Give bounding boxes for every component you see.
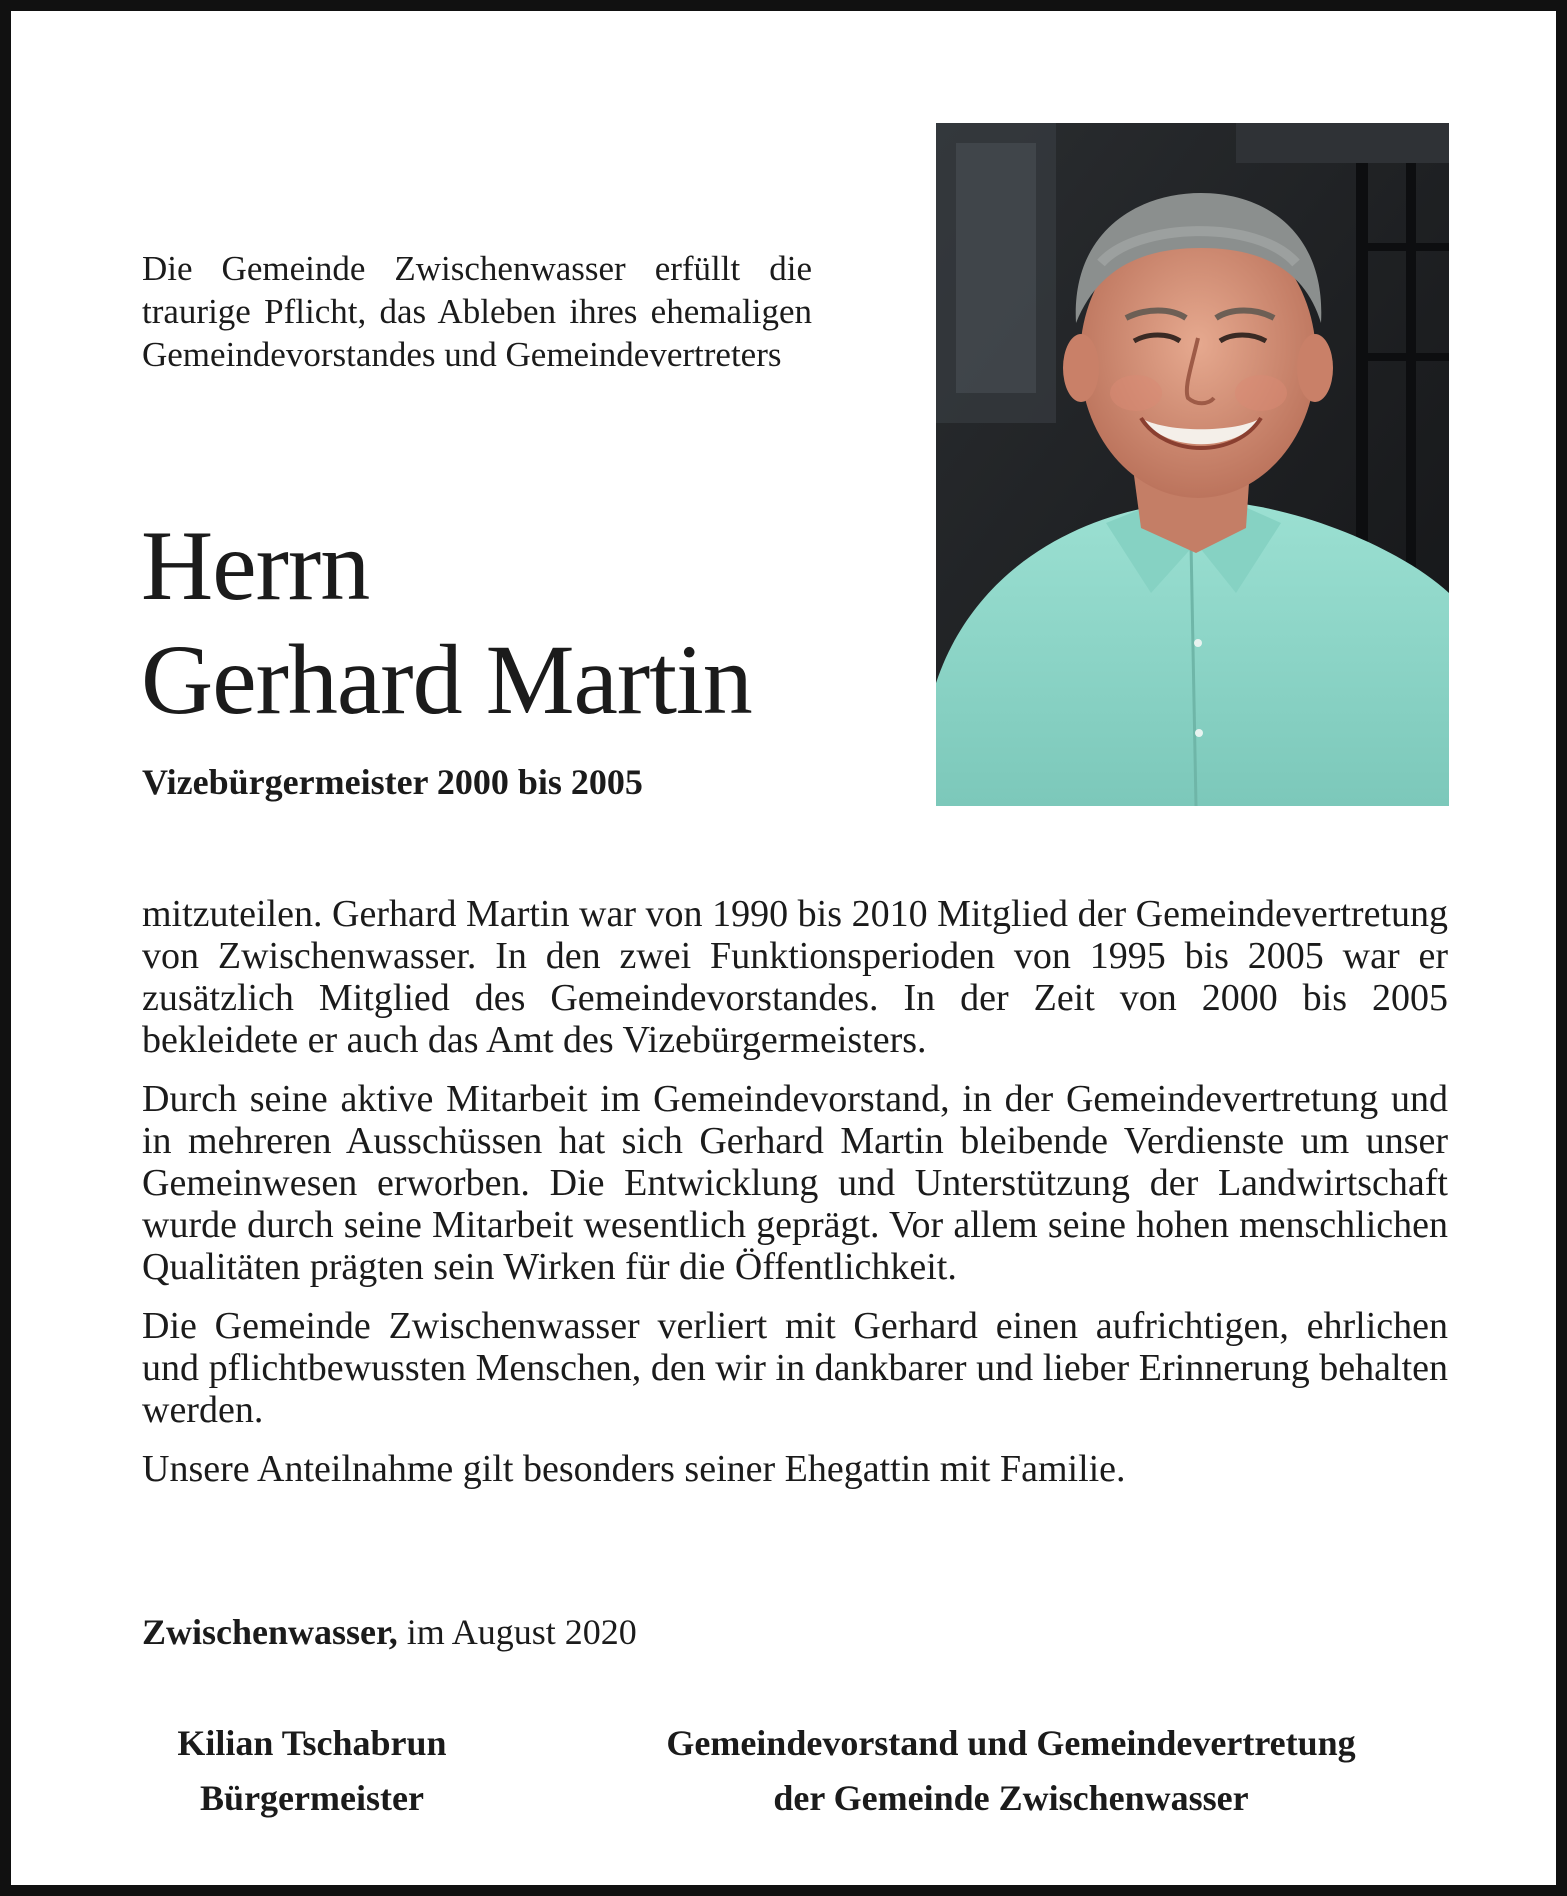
body-paragraph: Unsere Anteilnahme gilt besonders seiner Ehegattin mit Familie. [142,1448,1126,1490]
council-line-1: Gemeindevorstand und Gemeindevertretung [666,1723,1356,1763]
place-date-line [142,1611,637,1653]
signature-mayor [142,1716,482,1826]
date: im August 2020 [406,1612,637,1652]
mayor-name: Kilian Tschabrun [177,1723,447,1763]
council-line-2: der Gemeinde Zwischenwasser [773,1778,1249,1818]
intro-text: Die Gemeinde Zwischenwasser erfüllt die traurige Pflicht, das Ableben ihres ehemaligen Gemeindevorstandes und Gemeindevertreters [142,249,812,374]
deceased-name: Gerhard Martin [141,624,752,735]
body-paragraph: Die Gemeinde Zwischenwasser verliert mit Gerhard einen aufrichtigen, ehrlichen und pflichtbewussten Menschen, den wir in dankbarer und lieber Erinnerung behalten werden. [142,1305,1448,1431]
signature-council [571,1716,1451,1826]
salutation: Herrn [141,510,370,621]
name-block [141,509,931,737]
body-text [142,893,1448,1507]
place: Zwischenwasser, [142,1612,398,1652]
body-paragraph: Durch seine aktive Mitarbeit im Gemeindevorstand, in der Gemeindevertretung und in mehreren Ausschüssen hat sich Gerhard Martin bleibende Verdienste um unser Gemeinwesen erworben. Die Entwicklung und Unterstützung der Landwirtschaft wurde durch seine Mitarbeit wesentlich geprägt. Vor allem seine hohen menschlichen Qualitäten prägten sein Wirken für die Öffentlichkeit. [142,1078,1448,1288]
portrait-photo [936,123,1449,806]
mayor-title: Bürgermeister [200,1778,424,1818]
subtitle: Vizebürgermeister 2000 bis 2005 [142,762,643,802]
portrait-illustration [936,123,1449,806]
body-paragraph: mitzuteilen. Gerhard Martin war von 1990 bis 2010 Mitglied der Gemeindevertretung von Zwischenwasser. In den zwei Funktionsperioden von 1995 bis 2005 war er zusätzlich Mitglied des Gemeindevorstandes. In der Zeit von 2000 bis 2005 bekleidete er auch das Amt des Vizebürgermeisters. [142,893,1448,1061]
